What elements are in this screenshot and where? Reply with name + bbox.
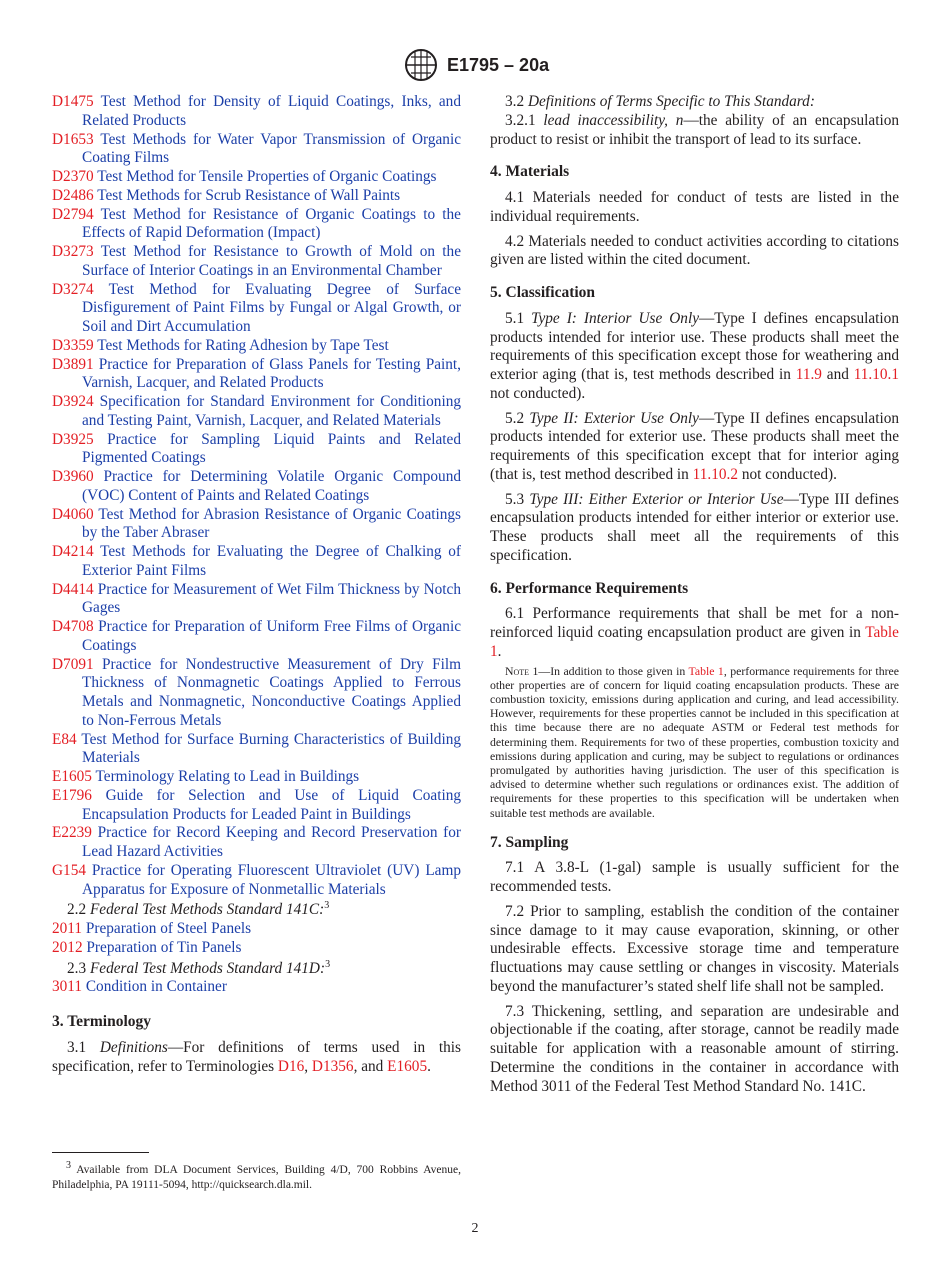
reference-item [52,131,461,169]
ref-link-11-9[interactable]: 11.9 [795,366,822,383]
ref-link-11-10-1[interactable]: 11.10.1 [853,366,900,383]
ref-link-table-1[interactable]: Table 1 [490,624,899,660]
reference-title-link[interactable]: Practice for Preparation of Glass Panels for Testing Paint, Varnish, Lacquer, and Related Products [82,355,461,392]
reference-code-link[interactable]: D3924 [52,393,94,410]
reference-item [52,468,461,506]
reference-code-link[interactable]: E1605 [52,768,92,785]
reference-code-link[interactable]: D2370 [52,168,94,185]
reference-title-link[interactable]: Practice for Operating Fluorescent Ultraviolet (UV) Lamp Apparatus for Exposure of Nonmetallic Materials [82,861,462,898]
reference-code-link[interactable]: 3011 [52,978,83,996]
reference-code-link[interactable]: G154 [52,861,86,879]
reference-code-link[interactable]: D2486 [52,186,94,204]
reference-title-link[interactable]: Practice for Determining Volatile Organic Compound (VOC) Content of Paints and Related Coatings [82,468,461,504]
reference-title-link[interactable]: Practice for Preparation of Uniform Free Films of Organic Coatings [82,618,461,654]
reference-item [52,243,461,281]
reference-item [52,506,461,544]
reference-item [52,978,461,997]
reference-code-link[interactable]: D3274 [52,280,94,298]
reference-code-link[interactable]: D4414 [52,580,94,598]
reference-item [52,281,461,337]
reference-title-link[interactable]: Preparation of Steel Panels [85,920,252,937]
left-column [52,93,461,1082]
note-1: Note 1—In addition to those given in Table 1, performance requirements for three other properties are of concern for liquid coating encapsulation products. These are combustion toxicity, emissions during application and curing, and lead accessibility. However, requirements for these properties cannot be included in this specification at this time because there are no adequate ASTM or Federal test methods for determining them. Requirements for two of these properties, combustion toxicity and emissions during application and curing, may be subject to regulations or ordinances promulgated by authorities having jurisdiction. The user of this specification is advised to determine whether such regulations or ordinances exist. The addition of requirements for these properties to this specification will be undertaken when suitable test methods are available. [490,663,899,820]
section-2-2-heading: 2.2 Federal Test Methods Standard 141C:$^3$ [67,900,330,919]
reference-item [52,939,461,958]
reference-item [52,93,461,131]
reference-code-link[interactable]: E2239 [52,824,92,842]
reference-code-link[interactable]: D3273 [52,243,94,260]
reference-item [52,581,461,619]
paragraph-6-1: 6.1 Performance requirements that shall be met for a non-reinforced liquid coating encapsulation product are given in Table 1. [490,605,899,660]
footnote: $^3$ Available from DLA Document Services, Building 4/D, 700 Robbins Avenue, Philadelphia, PA 19111-5094, http://quicksearch.dla.mil. [52,1160,462,1191]
paragraph-7-2: 7.2 Prior to sampling, establish the condition of the container since damage to it may cause evaporation, skinning, or other undesirable effects. Excessive storage time and temperature fluctuations may cause settling or changes in viscosity. Materials beyond the manufacturer’s stated shelf life shall not be sampled. [490,902,899,995]
reference-title-link[interactable]: Test Method for Resistance of Organic Coatings to the Effects of Rapid Deformation (Impact) [82,205,461,242]
ref-link-d16[interactable]: D16 [277,1057,305,1075]
note-ref-link-table-1[interactable]: Table 1 [688,663,724,678]
paragraph-4-2: 4.2 Materials needed to conduct activities according to citations given are listed within the cited document. [490,232,899,269]
reference-title-link[interactable]: Practice for Record Keeping and Record Preservation for Lead Hazard Activities [82,824,462,860]
paragraph-3-2-1: 3.2.1 lead inaccessibility, n—the ability of an encapsulation product to resist or inhibit the transport of lead to its surface. [490,111,900,148]
ref-link-11-10-2[interactable]: 11.10.2 [692,465,738,483]
paragraph-7-3: 7.3 Thickening, settling, and separation are undesirable and objectionable if the coating, after storage, cannot be readily made suitable for application with a reasonable amount of stirring. Determine the conditions in the container in accordance with Method 3011 of the Federal Test Method Standard No. 141C. [490,1002,899,1095]
reference-code-link[interactable]: D3960 [52,468,94,485]
reference-code-link[interactable]: D7091 [52,655,94,673]
reference-item [52,618,461,656]
paragraph-5-3: 5.3 Type III: Either Exterior or Interior Use—Type III defines encapsulation products intended for either interior or exterior use. These products shall meet all the requirements of this specification. [490,490,900,564]
reference-title-link[interactable]: Terminology Relating to Lead in Buildings [95,768,360,785]
paragraph-5-1: 5.1 Type I: Interior Use Only—Type I defines encapsulation products intended for interior use. These products shall meet the requirements of this specification except those for weathering and exterior aging (that is, test methods described in 11.9 and 11.10.1 not conducted). [490,309,900,402]
reference-code-link[interactable]: D1475 [52,93,94,110]
reference-item [52,787,461,825]
footnote-rule [52,1152,149,1153]
reference-title-link[interactable]: Test Method for Resistance to Growth of Mold on the Surface of Interior Coatings in an Environmental Chamber [82,243,461,279]
reference-item [52,656,461,731]
reference-title-link[interactable]: Practice for Sampling Liquid Paints and Related Pigmented Coatings [82,430,461,467]
section-3-heading: 3. Terminology [52,1013,152,1030]
reference-code-link[interactable]: D4708 [52,618,94,635]
right-column [490,93,899,1102]
section-2-3-heading: 2.3 Federal Test Methods Standard 141D:$^3$ [67,958,331,977]
reference-code-link[interactable]: D2794 [52,205,94,223]
reference-title-link[interactable]: Test Methods for Evaluating the Degree of Chalking of Exterior Paint Films [82,543,461,579]
reference-item [52,431,461,469]
reference-item [52,393,461,431]
section-4-heading: 4. Materials [490,163,570,181]
section-5-heading: 5. Classification [490,284,596,301]
document-id: E1795 – 20a [447,55,550,75]
reference-title-link[interactable]: Test Method for Tensile Properties of Organic Coatings [97,168,437,185]
reference-item [52,862,461,900]
reference-item [52,731,461,769]
reference-title-link[interactable]: Test Method for Surface Burning Characteristics of Building Materials [81,730,461,767]
reference-code-link[interactable]: D3359 [52,336,94,354]
paragraph-3-2: 3.2 Definitions of Terms Specific to This Standard: [505,93,815,110]
reference-title-link[interactable]: Guide for Selection and Use of Liquid Coating Encapsulation Products for Leaded Paint in Buildings [82,786,461,823]
reference-item [52,356,461,394]
paragraph-5-2: 5.2 Type II: Exterior Use Only—Type II defines encapsulation products intended for exterior use. These products shall meet the requirements of this specification except that for interior aging (that is, test method described in 11.10.2 not conducted). [490,409,899,483]
reference-code-link[interactable]: 2012 [52,938,83,956]
reference-item [52,337,461,356]
reference-title-link[interactable]: Test Methods for Rating Adhesion by Tape Test [97,336,389,354]
reference-item [52,543,461,581]
paragraph-7-1: 7.1 A 3.8-L (1-gal) sample is usually sufficient for the recommended tests. [490,859,899,896]
reference-title-link[interactable]: Practice for Measurement of Wet Film Thickness by Notch Gages [82,580,461,617]
reference-code-link[interactable]: D3891 [52,355,94,373]
section-7-heading: 7. Sampling [490,833,569,851]
reference-item [52,206,461,244]
reference-item [52,168,461,187]
reference-code-link[interactable]: D1653 [52,130,94,148]
page-header [0,48,950,88]
ref-link-d1356[interactable]: D1356 [311,1057,354,1075]
refs-141d-list [52,978,461,997]
paragraph-3-1: 3.1 Definitions—For definitions of terms used in this specification, refer to Terminologies D16, D1356, and E1605. [52,1038,461,1075]
reference-item [52,824,461,862]
reference-code-link[interactable]: 2011 [52,920,83,937]
referenced-documents-list [52,93,461,899]
reference-code-link[interactable]: D3925 [52,430,94,448]
paragraph-4-1: 4.1 Materials needed for conduct of tests are listed in the individual requirements. [490,189,899,225]
reference-code-link[interactable]: D4214 [52,543,94,560]
reference-code-link[interactable]: E1796 [52,786,92,804]
section-6-heading: 6. Performance Requirements [490,579,689,597]
reference-title-link[interactable]: Test Methods for Water Vapor Transmission of Organic Coating Films [82,130,461,167]
astm-logo-icon [402,48,440,82]
reference-title-link[interactable]: Test Method for Abrasion Resistance of Organic Coatings by the Taber Abraser [82,505,461,542]
page-number: 2 [471,1221,479,1236]
reference-title-link[interactable]: Condition in Container [85,978,227,996]
reference-item [52,768,461,787]
reference-title-link[interactable]: Test Method for Density of Liquid Coatings, Inks, and Related Products [82,93,461,129]
reference-title-link[interactable]: Practice for Nondestructive Measurement of Dry Film Thickness of Nonmagnetic Coatings Applied to Ferrous Metals and Nonmagnetic, Nonconductive Coatings Applied to Non-Ferrous Metals [82,655,462,729]
reference-title-link[interactable]: Test Methods for Scrub Resistance of Wall Paints [97,186,401,204]
reference-title-link[interactable]: Test Method for Evaluating Degree of Surface Disfigurement of Paint Films by Fungal or Algal Growth, or Soil and Dirt Accumulation [82,280,461,335]
reference-item [52,187,461,206]
reference-code-link[interactable]: E84 [52,730,77,748]
reference-title-link[interactable]: Specification for Standard Environment for Conditioning and Testing Paint, Varnish, Lacquer, and Related Materials [82,393,461,429]
reference-item [52,920,461,939]
reference-title-link[interactable]: Preparation of Tin Panels [86,938,242,956]
refs-141c-list [52,920,461,958]
ref-link-e1605[interactable]: E1605 [387,1057,428,1075]
reference-code-link[interactable]: D4060 [52,505,94,523]
